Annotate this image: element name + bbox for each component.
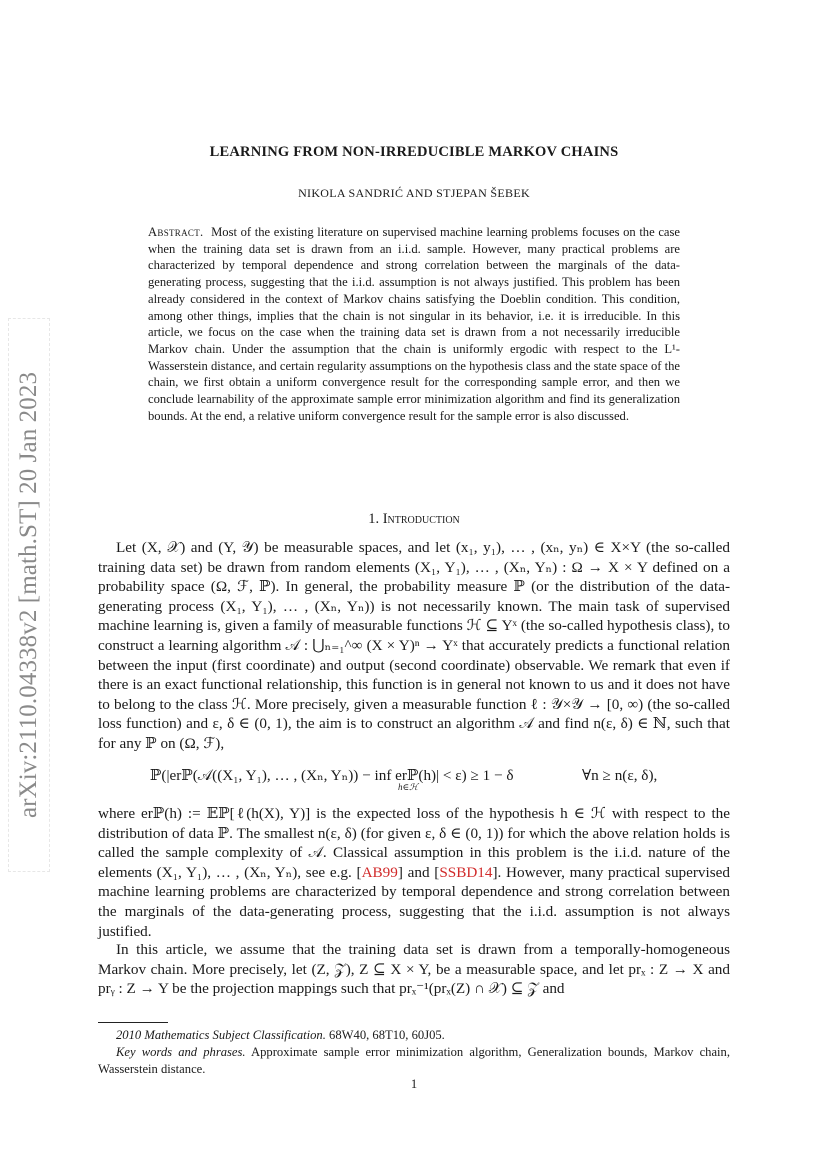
section-title: Introduction <box>382 511 460 527</box>
equation-subscript: h∈ℋ <box>398 782 419 792</box>
arxiv-stamp-text: arXiv:2110.04338v2 [math.ST] 20 Jan 2023 <box>15 371 42 819</box>
abstract <box>148 224 680 424</box>
msc-footnote <box>98 1027 730 1044</box>
msc-label: 2010 Mathematics Subject Classification. <box>116 1028 326 1042</box>
arxiv-stamp[interactable] <box>8 318 50 872</box>
citation-link[interactable]: SSBD14 <box>439 863 493 881</box>
keywords-value: Approximate sample error minimization algorithm, Generalization bounds, Markov chain, Wasserstein distance. <box>98 1045 730 1076</box>
footnote-divider <box>98 1022 168 1023</box>
footnotes <box>98 1027 730 1078</box>
intro-paragraph-3 <box>98 940 730 999</box>
paragraph-text-part: where erℙ(h) := 𝔼ℙ[ℓ(h(X), Y)] is the expected loss of the hypothesis h ∈ ℋ with respect to the distribution of data ℙ. The smallest n(ε, δ) (for given ε, δ ∈ (0, 1)) for which the above relation holds is called the sample complexity of 𝒜. Classical assumption in this problem is the i.i.d. nature of the elements (X₁, Y₁), … , (Xₙ, Yₙ), see e.g. [ <box>98 805 730 881</box>
intro-paragraph-1 <box>98 538 730 754</box>
abstract-text: Most of the existing literature on supervised machine learning problems focuses on the case when the training data set is drawn from an i.i.d. sample. However, many practical problems are characterized by temporal dependence and strong correlation between the marginals of the data-generating process, suggesting that the i.i.d. assumption is not always justified. This problem has been already considered in the context of Markov chains satisfying the Doeblin condition. This condition, among other things, implies that the chain is not singular in its behavior, i.e. it is irreducible. In this article, we focus on the case when the training data set is drawn from a not necessarily irreducible Markov chain. Under the assumption that the chain is uniformly ergodic with respect to the L¹-Wasserstein distance, and certain regularity assumptions on the hypothesis class and the state space of the chain, we first obtain a uniform convergence result for the corresponding sample error, and then we conclude learnability of the approximate sample error minimization algorithm and find its generalization bounds. At the end, a relative uniform convergence result for the sample error is also discussed. <box>148 225 680 423</box>
paragraph-text: Let (X, 𝒳) and (Y, 𝒴) be measurable spaces, and let (x₁, y₁), … , (xₙ, yₙ) ∈ X×Y (the so-called training data set) be drawn from random elements (X₁, Y₁), … , (Xₙ, Yₙ) : Ω → X × Y defined on a probability space (Ω, ℱ, ℙ). In general, the probability measure ℙ (or the distribution of the data-generating process (X₁, Y₁), … , (Xₙ, Yₙ)) is not necessarily known. The main task of supervised machine learning is, given a family of measurable functions ℋ ⊆ Yˣ (the so-called hypothesis class), to construct a learning algorithm 𝒜 : ⋃ₙ₌₁^∞ (X × Y)ⁿ → Yˣ that accurately predicts a functional relation between the input (first coordinate) and output (second coordinate) observable. We remark that even if there is an exact functional relationship, this function is in general not known to us and it does not have to belong to the class ℋ. More precisely, given a measurable function ℓ : 𝒴×𝒴 → [0, ∞) (the so-called loss function) and ε, δ ∈ (0, 1), the aim is to construct an algorithm 𝒜 and find n(ε, δ) ∈ ℕ, such that for any ℙ on (Ω, ℱ), <box>98 539 730 752</box>
equation-condition: ∀n ≥ n(ε, δ), <box>582 767 658 784</box>
paragraph-text-part: ] and [ <box>397 863 440 881</box>
citation-link[interactable]: AB99 <box>361 863 398 881</box>
paragraph-text <box>98 804 730 941</box>
paper-title: LEARNING FROM NON-IRREDUCIBLE MARKOV CHAINS <box>209 144 619 160</box>
paper-authors: NIKOLA SANDRIĆ AND STJEPAN ŠEBEK <box>298 186 530 200</box>
msc-value: 68W40, 68T10, 60J05. <box>329 1028 445 1042</box>
intro-paragraph-2 <box>98 804 730 941</box>
keywords-label: Key words and phrases. <box>116 1045 246 1059</box>
section-number: 1. <box>368 511 380 527</box>
equation-main: ℙ(|erℙ(𝒜((X₁, Y₁), … , (Xₙ, Yₙ)) − inf erℙ(h)| < ε) ≥ 1 − δ <box>150 767 514 784</box>
abstract-heading: Abstract. <box>148 225 204 239</box>
keywords-footnote <box>98 1044 730 1078</box>
page-number: 1 <box>410 1077 418 1091</box>
paragraph-text: In this article, we assume that the training data set is drawn from a temporally-homogeneous Markov chain. More precisely, let (Z, 𝒵), Z ⊆ X × Y, be a measurable space, and let prₓ : Z → X and prᵧ : Z → Y be the projection mappings such that prₓ⁻¹(prₓ(Z) ∩ 𝒳) ⊆ 𝒵 and <box>98 941 730 998</box>
paragraph-text-part: ]. However, many practical supervised machine learning problems are characterized by temporal dependence and strong correlation between the marginals of the data-generating process, suggesting that the i.i.d. assumption is not always justified. <box>98 863 730 940</box>
section-heading <box>0 511 828 528</box>
